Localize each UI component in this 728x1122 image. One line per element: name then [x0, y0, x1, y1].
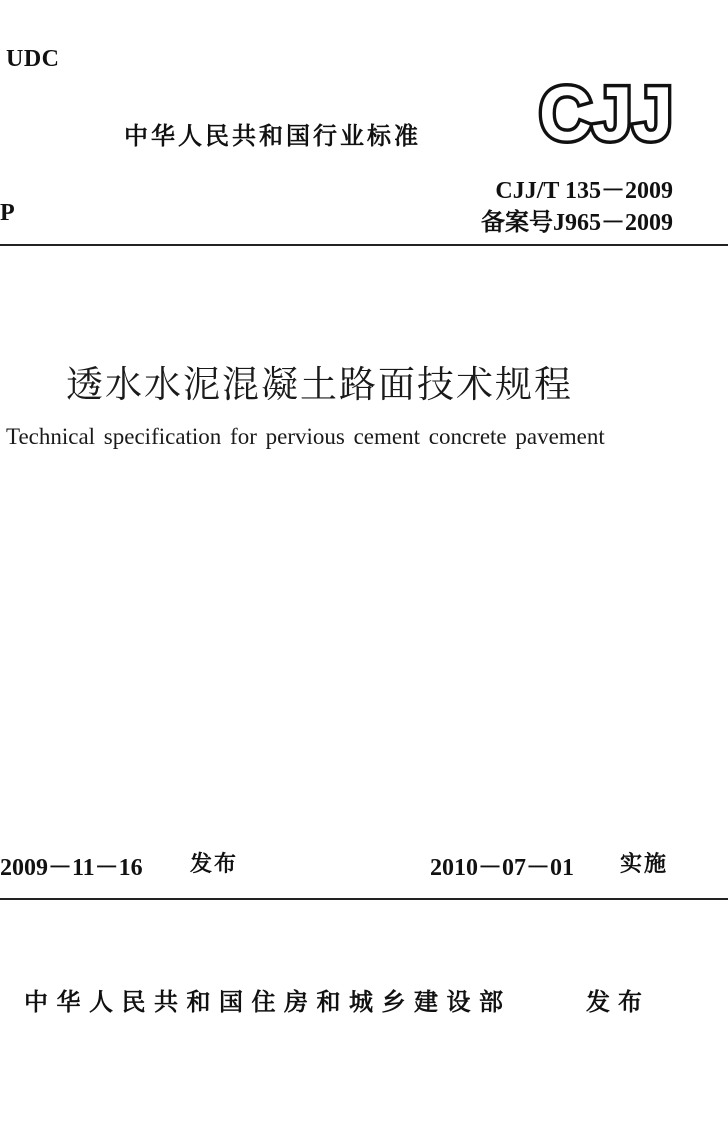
- cjj-logo-graphic: [537, 78, 675, 146]
- issuing-ministry: 中华人民共和国住房和城乡建设部: [24, 988, 512, 1016]
- standard-number: CJJ/T 135－2009: [495, 178, 673, 204]
- issue-label: 发布: [190, 852, 239, 877]
- implementation-date: 2010－07－01: [430, 855, 574, 881]
- cjj-logo-text: CJJ: [539, 78, 673, 146]
- document-title-english: Technical specification for pervious cement concrete pavement: [6, 424, 605, 449]
- top-divider: [0, 244, 728, 246]
- udc-label: UDC: [6, 46, 60, 72]
- document-title-chinese: 透水水泥混凝土路面技术规程: [66, 363, 573, 406]
- ministry-issue-label: 发布: [586, 988, 650, 1016]
- cjj-logo: [537, 78, 675, 146]
- classification-code: P: [0, 200, 15, 226]
- industry-standard-heading: 中华人民共和国行业标准: [124, 122, 421, 150]
- record-number: 备案号J965－2009: [481, 210, 673, 236]
- issue-date: 2009－11－16: [0, 855, 143, 881]
- bottom-divider: [0, 898, 728, 900]
- implementation-label: 实施: [620, 852, 669, 877]
